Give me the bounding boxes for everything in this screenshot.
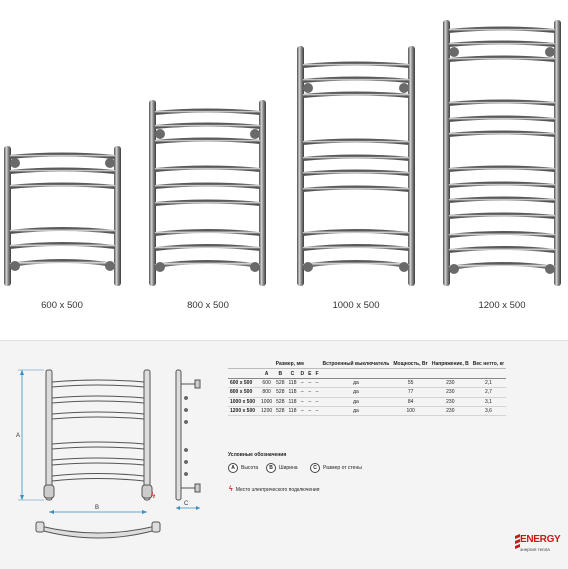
legend-a-icon: A — [228, 463, 238, 473]
dimension-a — [18, 370, 44, 500]
cell-switch: да — [321, 397, 392, 406]
cell-b: 528 — [276, 389, 285, 396]
cell-a: 1000 — [261, 398, 273, 405]
cell-e: – — [306, 397, 313, 406]
cell-weight: 3,1 — [471, 397, 506, 406]
size-label-1200: 1200 х 500 — [478, 300, 526, 311]
power-connection-icon: ϟ — [151, 491, 156, 500]
dim-col-c: C — [287, 369, 299, 378]
cell-e: – — [306, 378, 313, 387]
cell-power: 55 — [391, 378, 430, 387]
dim-col-d: D — [300, 370, 305, 377]
top-view — [36, 522, 160, 538]
dim-col-f: F — [315, 370, 319, 377]
cell-switch: да — [321, 388, 392, 397]
towel-dryer-600 — [4, 146, 121, 286]
cell-switch: да — [321, 378, 392, 387]
towel-dryer-1000 — [297, 46, 415, 286]
cell-a: 600 — [259, 378, 274, 387]
size-label-800: 800 х 500 — [187, 300, 229, 311]
legend-row — [228, 463, 258, 473]
cell-switch: да — [321, 406, 392, 415]
cell-f: – — [313, 406, 320, 415]
brand-name: ENERGY — [520, 534, 561, 545]
cell-d: – — [298, 406, 306, 415]
cell-d: – — [298, 388, 306, 397]
cell-power: 100 — [391, 406, 430, 415]
cell-a: 1200 — [261, 408, 273, 415]
model-cell: 1200 х 500 — [228, 406, 259, 415]
legend-row — [310, 463, 362, 473]
legend-a-text: Высота — [241, 465, 259, 471]
cell-b: 528 — [276, 398, 285, 405]
dim-col-e: E — [308, 370, 312, 377]
model-cell: 800 х 500 — [228, 388, 259, 397]
cell-voltage: 230 — [430, 406, 471, 415]
towel-dryer-1200 — [443, 20, 561, 286]
model-cell: 1000 х 500 — [228, 397, 259, 406]
brand-tagline: энергия тепла — [520, 547, 550, 552]
power-connection-icon: ϟ — [229, 486, 233, 493]
cell-voltage: 230 — [430, 378, 471, 387]
cell-b: 528 — [276, 408, 285, 415]
cell-voltage: 230 — [430, 397, 471, 406]
cell-d: – — [298, 378, 306, 387]
cell-f: – — [313, 378, 320, 387]
legend-row — [266, 463, 298, 473]
legend-row — [229, 486, 319, 493]
size-label-600: 600 х 500 — [41, 300, 83, 311]
dim-col-b: B — [274, 369, 286, 378]
cell-c: 118 — [288, 398, 297, 405]
cell-power: 77 — [391, 388, 430, 397]
side-view — [176, 370, 200, 500]
table-row — [228, 388, 506, 397]
legend-b-text: Ширина — [279, 465, 298, 471]
legend-title: Условные обозначения — [228, 452, 287, 458]
power-header: Мощность, Вт — [393, 361, 428, 368]
cell-f: – — [313, 397, 320, 406]
dimension-a-label: A — [16, 433, 21, 439]
cell-b: 528 — [276, 379, 285, 386]
cell-power: 84 — [391, 397, 430, 406]
cell-d: – — [298, 397, 306, 406]
cell-weight: 3,6 — [471, 406, 506, 415]
cell-e: – — [306, 388, 313, 397]
size-label-1000: 1000 х 500 — [332, 300, 380, 311]
cell-weight: 2,7 — [471, 388, 506, 397]
cell-f: – — [313, 388, 320, 397]
table-row — [228, 397, 506, 406]
cell-c: 118 — [288, 408, 297, 415]
cell-weight: 2,1 — [471, 378, 506, 387]
dimension-c-label: C — [184, 501, 189, 507]
size-header: Размер, мм — [259, 360, 320, 369]
towel-dryer-800 — [149, 100, 266, 286]
table-row — [228, 378, 506, 387]
legend-power-text: Место электрического подключения — [235, 486, 320, 493]
dim-col-a: A — [259, 369, 274, 378]
cell-voltage: 230 — [430, 388, 471, 397]
dimension-b-label: B — [95, 505, 100, 511]
legend-b-icon: B — [266, 463, 276, 473]
weight-header: Вес нетто, кг — [472, 361, 505, 368]
cell-a: 800 — [259, 388, 274, 397]
table-row — [228, 406, 506, 415]
model-cell: 600 х 500 — [228, 378, 259, 387]
spec-table — [228, 360, 506, 416]
legend-c-icon: C — [310, 463, 320, 473]
legend-c-text: Размер от стены — [323, 465, 362, 471]
front-view — [44, 370, 152, 500]
cell-e: – — [306, 406, 313, 415]
cell-c: 118 — [288, 379, 297, 386]
voltage-header: Напряжение, В — [431, 361, 469, 368]
technical-drawing — [0, 340, 228, 568]
cell-c: 118 — [288, 389, 297, 396]
switch-header: Встроенный выключатель — [322, 361, 390, 368]
